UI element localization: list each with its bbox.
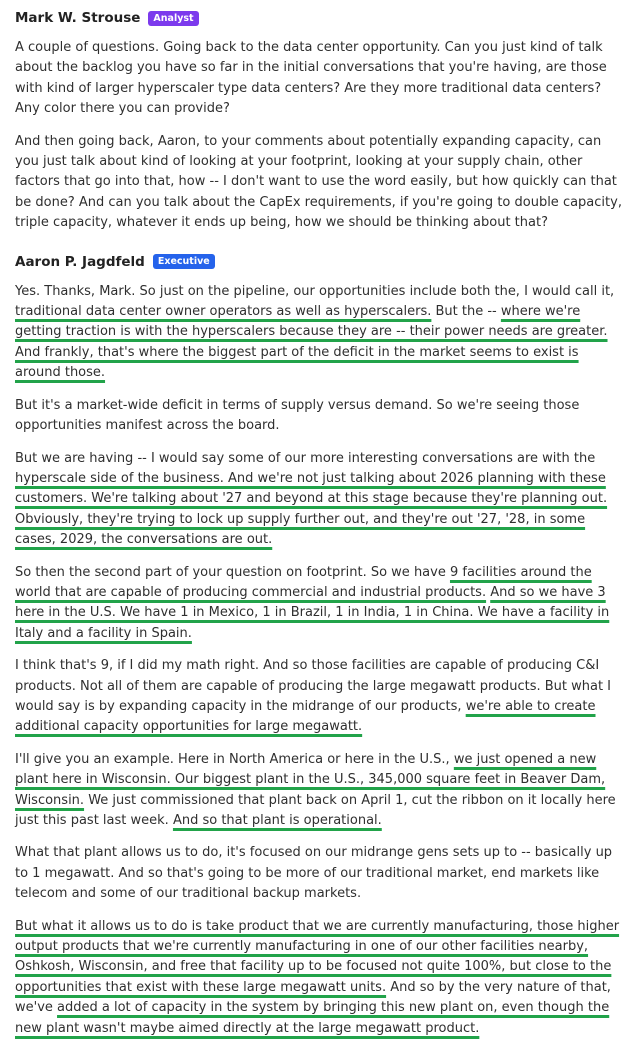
transcript-paragraph (15, 917, 622, 1039)
speaker-header-analyst (15, 8, 622, 28)
text-segment: And then going back, Aaron, to your comments about potentially expanding capacity, can you just talk about kind of looking at your footprint, looking at your supply chain, other factors that go into that, how -- I don't want to use the word easily, but how quickly can that be done? And can you talk about the CapEx requirements, if you're going to double capacity, triple capacity, whatever it ends up being, how we should be thinking about that? (15, 133, 622, 231)
transcript-paragraph (15, 396, 622, 437)
role-badge: Executive (153, 254, 215, 269)
highlighted-text: But what it allows us to do is take product that we are currently manufacturing, those higher output products that we're currently manufacturing in one of our other facilities nearby, Oshkosh, Wisconsin, and free that facility up to be focused not quite 100%, but close to the opportunities that exist with these large megawatt units. (15, 918, 620, 995)
text-segment: But we are having -- I would say some of our more interesting conversations are with the (15, 450, 596, 466)
highlighted-text: we just opened a new plant here in Wisconsin. Our biggest plant in the U.S., 345,000 square feet in Beaver Dam, Wisconsin. (15, 751, 606, 808)
transcript-paragraph (15, 563, 622, 645)
text-segment: Yes. Thanks, Mark. So just on the pipeline, our opportunities include both the, I would call it, (15, 283, 615, 299)
role-badge: Analyst (148, 11, 198, 26)
transcript-paragraph (15, 38, 622, 120)
text-segment: So then the second part of your question on footprint. So we have (15, 564, 450, 580)
text-segment: I think that's 9, if I did my math right. And so those facilities are capable of producing C&I products. Not all of them are capable of producing the large megawatt products. But what I would say is by expanding capacity in the midrange of our products, (15, 658, 612, 714)
transcript-paragraph (15, 843, 622, 904)
text-segment: A couple of questions. Going back to the data center opportunity. Can you just kind of talk about the backlog you have so far in the initial conversations that you're having, are those with kind of larger hyperscaler type data centers? Are they more traditional data centers? Any color there you can provide? (15, 40, 607, 117)
highlighted-text: we're able to create additional capacity opportunities for large megawatt. (15, 698, 596, 735)
transcript-paragraph (15, 132, 622, 234)
highlighted-text: And so we have 3 here in the U.S. We have 1 in Mexico, 1 in Brazil, 1 in India, 1 in China. We have a facility in Italy and a facility in Spain. (15, 584, 610, 641)
transcript-paragraph (15, 282, 622, 384)
speaker-remarks (15, 282, 622, 1039)
text-segment: And so by the very nature of that, we've (15, 979, 611, 1016)
highlighted-text: where we're getting traction is with the hyperscalers because they are -- their power needs are greater. And frankly, that's where the biggest part of the deficit in the market seems to exist is around those. (15, 304, 608, 381)
speaker-name: Mark W. Strouse (15, 10, 141, 26)
speaker-header-executive (15, 252, 622, 272)
text-segment: But the -- (431, 304, 501, 320)
text-segment: But it's a market-wide deficit in terms of supply versus demand. So we're seeing those opportunities manifest across the board. (15, 397, 580, 434)
speaker-name: Aaron P. Jagdfeld (15, 253, 145, 270)
transcript-paragraph (15, 750, 622, 832)
text-segment: What that plant allows us to do, it's focused on our midrange gens sets up to -- basically up to 1 megawatt. And so that's going to be more of our traditional market, end markets like telecom and some of our traditional backup markets. (15, 845, 613, 902)
text-segment: I'll give you an example. Here in North America or here in the U.S., (15, 751, 454, 767)
transcript-paragraph (15, 656, 622, 738)
transcript-paragraph (15, 449, 622, 551)
highlighted-text: 9 facilities around the world that are capable of producing commercial and industrial products. (15, 564, 592, 600)
highlighted-text: hyperscale side of the business. And we're not just talking about 2026 planning with these customers. We're talking about '27 and beyond at this stage because they're planning out. Obviously, they're trying to lock up supply further out, and they're out '27, '28, in some cases, 2029, the conversations are out. (15, 470, 608, 548)
text-segment: We just commissioned that plant back on April 1, cut the ribbon on it locally here just this past last week. (15, 792, 616, 828)
highlighted-text: added a lot of capacity in the system by bringing this new plant on, even though the new plant wasn't maybe aimed directly at the large megawatt product. (15, 1000, 610, 1036)
highlighted-text: traditional data center owner operators as well as hyperscalers. (15, 304, 432, 320)
highlighted-text: And so that plant is operational. (172, 813, 382, 828)
speaker-remarks (15, 38, 622, 234)
